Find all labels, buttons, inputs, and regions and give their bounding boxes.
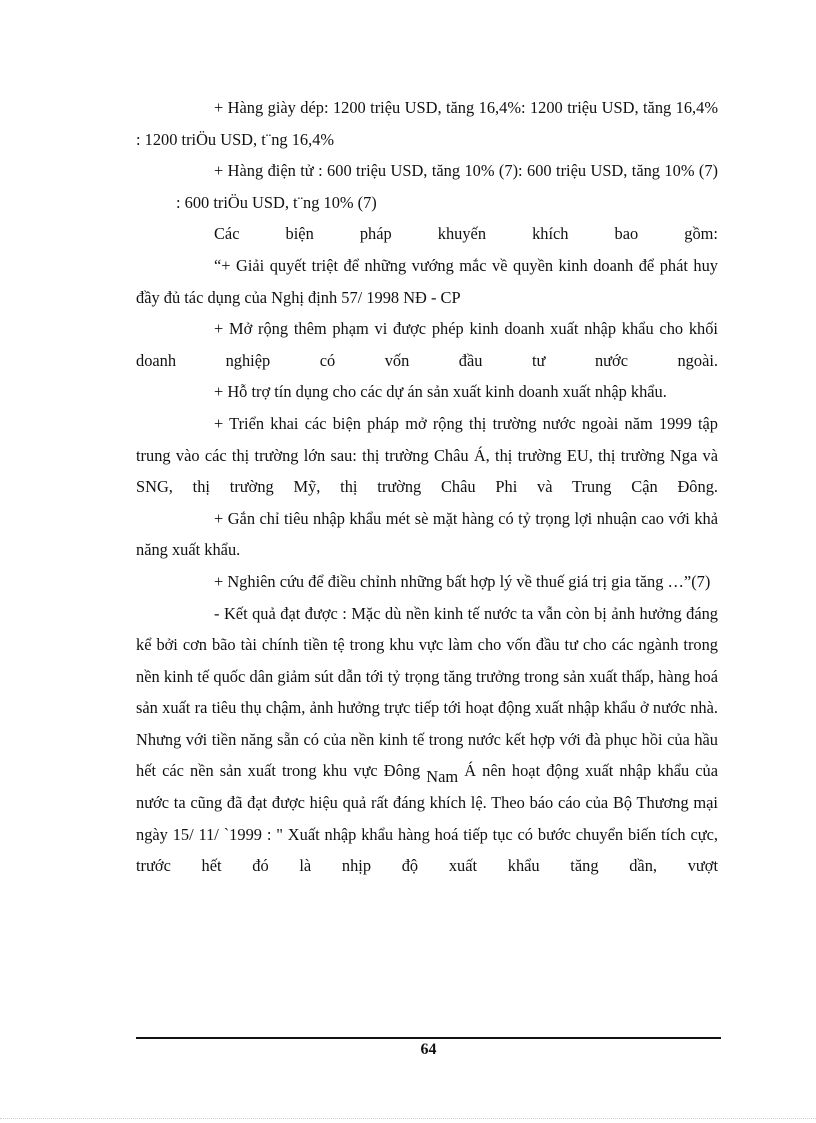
body-text <box>136 92 718 882</box>
paragraph-measures-heading: Các biện pháp khuyến khích bao gồm: <box>214 224 718 244</box>
footer-rule <box>136 1037 721 1039</box>
page-bottom-border <box>0 1118 816 1119</box>
paragraph-footwear: + Hàng giày dép: 1200 triệu USD, tăng 16,4%: 1200 triệu USD, tăng 16,4% : 1200 triÖu USD, t¨ng 16,4% <box>136 98 718 149</box>
paragraph-measure-3: + Hỗ trợ tín dụng cho các dự án sản xuất kinh doanh xuất nhập khẩu. <box>214 382 667 402</box>
paragraph-results: - Kết quả đạt được : Mặc dù nền kinh tế nước ta vẫn còn bị ảnh hưởng đáng kể bởi cơn bão tài chính tiền tệ trong khu vực làm cho vốn đầu tư cho các ngành trong nền kinh tế quốc dân giảm sút dẫn tới tỷ trọng tăng trưởng trong sản xuất thấp, hàng hoá sản xuất ra tiêu thụ chậm, ảnh hưởng trực tiếp tới hoạt động xuất nhập khẩu ở nước nhà. Nhưng với tiền năng sẵn có của nền kinh tế trong nước kết hợp với đà phục hồi của hầu hết các nền sản xuất trong khu vực Đông Nam Á nên hoạt động xuất nhập khẩu của nước ta cũng đã đạt được hiệu quả rất đáng khích lệ. Theo báo cáo của Bộ Thương mại ngày 15/ 11/ `1999 : " Xuất nhập khẩu hàng hoá tiếp tục có bước chuyển biến tích cực, trước hết đó là nhịp độ xuất khẩu tăng dần, vượt <box>136 603 719 876</box>
paragraph-measure-5: + Gắn chỉ tiêu nhập khẩu mét sè mặt hàng có tỷ trọng lợi nhuận cao với khả năng xuất khẩu. <box>136 508 718 560</box>
paragraph-measure-1: “+ Giải quyết triệt để những vướng mắc về quyền kinh doanh để phát huy đầy đủ tác dụng của Nghị định 57/ 1998 NĐ - CP <box>136 255 718 307</box>
paragraph-measure-6: + Nghiên cứu để điều chỉnh những bất hợp lý về thuế giá trị gia tăng …”(7) <box>214 571 711 591</box>
paragraph-measure-4: + Triển khai các biện pháp mở rộng thị trường nước ngoài năm 1999 tập trung vào các thị trường lớn sau: thị trường Châu Á, thị trường EU, thị trường Nga và SNG, thị trường Mỹ, thị trường Châu Phi và Trung Cận Đông. <box>136 413 718 497</box>
paragraph-electronics: + Hàng điện tử : 600 triệu USD, tăng 10% (7): 600 triệu USD, tăng 10% (7): 600 triÖu USD, t¨ng 10% (7) <box>176 161 718 212</box>
garbled-fragment: : 600 triÖu USD, t¨ng 10% (7) <box>176 192 377 212</box>
page-number: 64 <box>420 1041 437 1058</box>
garbled-fragment: : 1200 triÖu USD, t¨ng 16,4% <box>136 129 335 149</box>
paragraph-measure-2: + Mở rộng thêm phạm vi được phép kinh doanh xuất nhập khẩu cho khối doanh nghiệp có vốn đầu tư nước ngoài. <box>136 319 718 370</box>
subscript-word: Nam <box>426 767 459 787</box>
